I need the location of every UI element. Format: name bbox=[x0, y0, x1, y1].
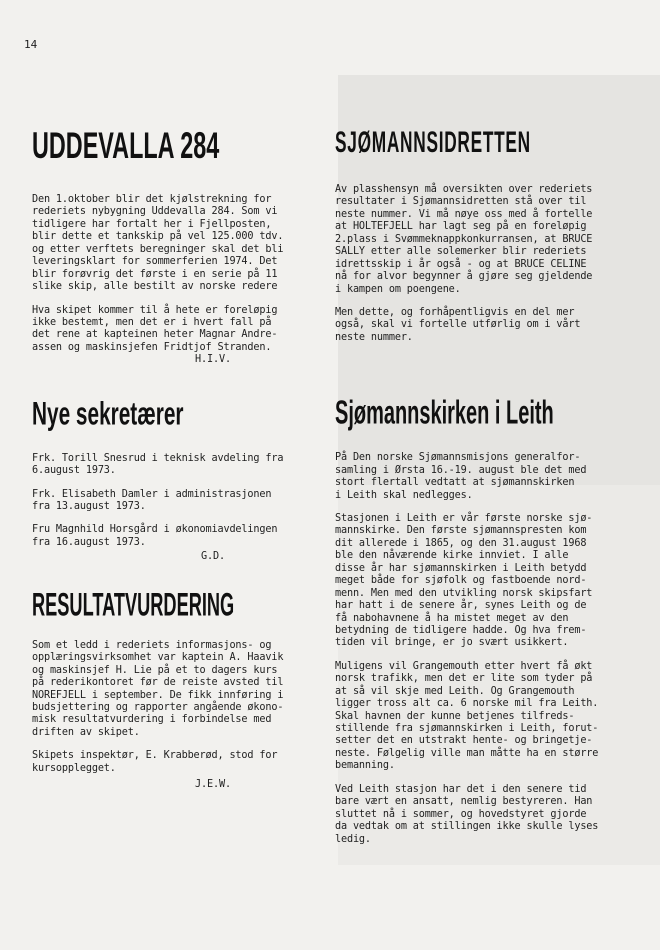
article-resultatvurdering bbox=[32, 585, 324, 792]
article-paragraph: Den 1.oktober blir det kjølstrekning for rederiets nybygning Uddevalla 284. Som vi tidligere har fortalt her i Fjellposten, blir dette et tankskip på vel 125.000 tdv. og etter verftets beregninger skal det bli leveringsklart for sommerferien 1974. Det blir forøvrig det første i en serie på 11 slike skip, alle bestilt av norske redere bbox=[32, 194, 284, 293]
article-uddevalla bbox=[32, 125, 324, 367]
article-paragraph: Hva skipet kommer til å hete er foreløpig ikke bestemt, men det er i hvert fall på det rene at kapteinen heter Magnar Andre- assen og maskinsjefen Fridtjof Stranden. bbox=[32, 304, 278, 353]
article-paragraph: Fru Magnhild Horsgård i økonomiavdelingen fra 16.august 1973. bbox=[32, 524, 278, 548]
article-heading: Nye sekretærer bbox=[32, 394, 184, 432]
left-column bbox=[32, 120, 324, 803]
article-heading: Sjømannskirken i Leith bbox=[335, 393, 554, 432]
article-signature: H.I.V. bbox=[195, 354, 231, 366]
page-number: 14 bbox=[24, 38, 38, 51]
article-paragraph: Av plasshensyn må oversikten over rederiets resultater i Sjømannsidretten stå over til neste nummer. Vi må nøye oss med å fortelle at HOLTEFJELL har lagt seg på en foreløpig 2.plass i Svømmeknappkonkurransen, at BRUCE SALLY etter alle solemerker blir rederiets idrettsskip i år også - og at BRUCE CELINE nå for alvor begynner å gjøre seg gjeldende i kampen om poengene. bbox=[335, 184, 593, 295]
article-paragraph: Frk. Torill Snesrud i teknisk avdeling fra 6.august 1973. bbox=[32, 452, 284, 477]
article-paragraph: Muligens vil Grangemouth etter hvert få økt norsk trafikk, men det er lite som tyder på at så vil skje med Leith. Og Grangemouth ligger tross alt ca. 6 norske mil fra Leith. Skal havnen der kunne betjenes tilfreds- stillende fra sjømannskirken i Leith, forut- setter det en utstrakt hente- og bringetje- neste. Følgelig ville man måtte ha en større bemanning. bbox=[335, 660, 599, 772]
article-paragraph: Men dette, og forhåpentligvis en del mer også, skal vi fortelle utførlig om i vårt neste nummer. bbox=[335, 306, 581, 343]
article-sekretaerer bbox=[32, 394, 324, 564]
article-signature: G.D. bbox=[201, 551, 225, 563]
article-signature: J.E.W. bbox=[195, 779, 231, 791]
article-sjomannskirken-leith bbox=[335, 393, 635, 846]
article-paragraph: Stasjonen i Leith er vår første norske sjø- mannskirke. Den første sjømannspresten kom dit allerede i 1865, og den 31.august 1968 ble den nåværende kirke innviet. I alle disse år har sjømannskirken i Leith betydd meget både for sjøfolk og fastboende nord- menn. Men med den utvikling norsk skipsfart har hatt i de senere år, synes Leith og de få nabohavnene å ha mistet meget av den betydning de tidligere hadde. Og hva frem- tiden vil bringe, er jo svært usikkert. bbox=[335, 513, 593, 649]
article-paragraph: Ved Leith stasjon har det i den senere tid bare vært en ansatt, nemlig bestyreren. Han sluttet nå i sommer, og hovedstyret gjorde da vedtak om at stillingen ikke skulle lyses ledig. bbox=[335, 783, 599, 845]
article-paragraph: Frk. Elisabeth Damler i administrasjonen fra 13.august 1973. bbox=[32, 488, 272, 512]
article-sjomannsidretten bbox=[335, 125, 635, 344]
article-paragraph: Skipets inspektør, E. Krabberød, stod for kursopplegget. bbox=[32, 750, 278, 774]
right-column bbox=[335, 120, 635, 857]
article-heading: UDDEVALLA 284 bbox=[32, 125, 220, 167]
article-heading: SJØMANNSIDRETTEN bbox=[335, 125, 531, 160]
article-paragraph: På Den norske Sjømannsmisjons generalfor- samling i Ørsta 16.-19. august ble det med stort flertall vedtatt at sjømannskirken i Leith skal nedlegges. bbox=[335, 452, 587, 501]
article-heading: RESULTATVURDERING bbox=[32, 585, 235, 623]
article-paragraph: Som et ledd i rederiets informasjons- og opplæringsvirksomhet var kaptein A. Haavik og maskinsjef H. Lie på et to dagers kurs på rederikontoret før de reiste avsted til NOREFJELL i september. De fikk innføring i budsjettering og rapporter angående økono- misk resultatvurdering i forbindelse med driften av skipet. bbox=[32, 639, 284, 738]
